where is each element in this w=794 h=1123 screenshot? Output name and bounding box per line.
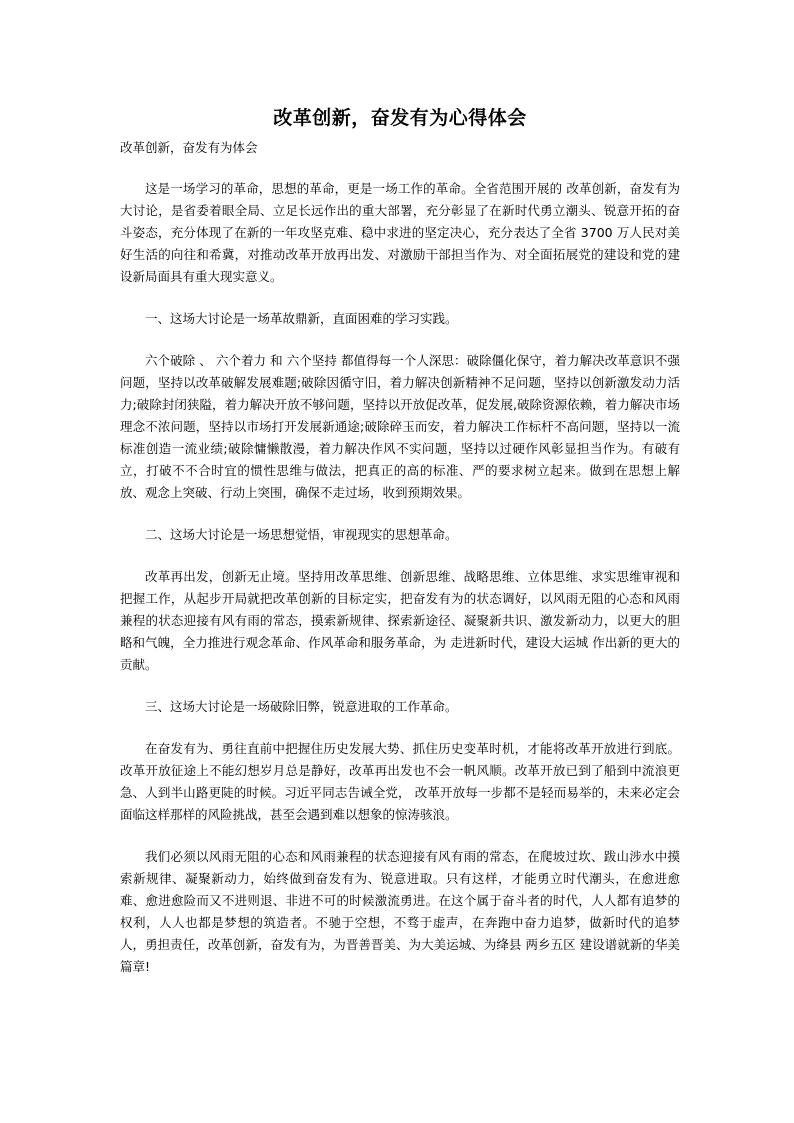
section-heading-3: 三、这场大讨论是一场破除旧弊，锐意进取的工作革命。 xyxy=(145,699,458,714)
document-page xyxy=(120,104,680,998)
closing-paragraph: 我们必须以风雨无阻的心态和风雨兼程的状态迎接有风有雨的常态，在爬坡过坎、跋山涉水中摸索新规律、凝聚新动力，始终做到奋发有为、锐意进取。只有这样，才能勇立时代潮头，在愈进愈难、愈进愈险而又不进则退、非进不可的时候激流勇进。在这个属于奋斗者的时代，人人都有追梦的权利，人人也都是梦想的筑造者。不驰于空想，不骛于虚声，在奔跑中奋力追梦，做新时代的追梦人，勇担责任，改革创新，奋发有为，为晋善晋美、为大美运城、为绛县 两乡五区 建设谱就新的华美篇章! xyxy=(120,849,680,974)
document-title: 改革创新，奋发有为心得体会 xyxy=(273,107,527,129)
section-heading-1: 一、这场大讨论是一场革故鼎新，直面困难的学习实践。 xyxy=(145,311,458,326)
intro-paragraph: 这是一场学习的革命，思想的革命，更是一场工作的革命。全省范围开展的 改革创新，奋发有为 大讨论，是省委着眼全局、立足长远作出的重大部署，充分彰显了在新时代勇立潮头、锐意开拓的奋斗姿态，充分体现了在新的一年攻坚克难、稳中求进的坚定决心，充分表达了全省 3700 万人民对美好生活的向往和希冀，对推动改革开放再出发、对激励干部担当作为、对全面拓展党的建设和党的建设新局面具有重大现实意义。 xyxy=(120,181,680,284)
section-1-paragraph: 六个破除 、 六个着力 和 六个坚持 都值得每一个人深思：破除僵化保守，着力解决改革意识不强问题，坚持以改革破解发展难题;破除因循守旧，着力解决创新精神不足问题，坚持以创新激发动力活力;破除封闭狭隘，着力解决开放不够问题，坚持以开放促改革，促发展,破除资源依赖，着力解决市场理念不浓问题，坚持以市场打开发展新通途;破除碎玉而安，着力解决工作标杆不高问题，坚持以一流标准创造一流业绩;破除慵懒散漫，着力解决作风不实问题，坚持以过硬作风彰显担当作为。有破有立，打破不不合时宜的惯性思维与做法，把真正的高的标准、严的要求树立起来。做到在思想上解放、观念上突破、行动上突围，确保不走过场，收到预期效果。 xyxy=(120,353,680,500)
section-2-paragraph: 改革再出发，创新无止境。坚持用改革思维、创新思维、战略思维、立体思维、求实思维审视和把握工作，从起步开局就把改革创新的目标定实，把奋发有为的状态调好，以风雨无阻的心态和风雨兼程的状态迎接有风有雨的常态，摸索新规律、探索新途径、凝聚新共识、激发新动力，以更大的胆略和气魄，全力推进行观念革命、作风革命和服务革命，为 走进新时代，建设大运城 作出新的更大的贡献。 xyxy=(120,569,680,672)
section-3-paragraph: 在奋发有为、勇往直前中把握住历史发展大势、抓住历史变革时机，才能将改革开放进行到底。改革开放征途上不能幻想岁月总是静好，改革再出发也不会一帆风顺。改革开放已到了船到中流浪更急、人到半山路更陡的时候。习近平同志告诫全党， 改革开放每一步都不是轻而易举的，未来必定会面临这样那样的风险挑战，甚至会遇到难以想象的惊涛骇浪。 xyxy=(120,741,680,822)
document-subtitle: 改革创新，奋发有为体会 xyxy=(120,140,258,155)
section-heading-2: 二、这场大讨论是一场思想觉悟，审视现实的思想革命。 xyxy=(145,527,458,542)
